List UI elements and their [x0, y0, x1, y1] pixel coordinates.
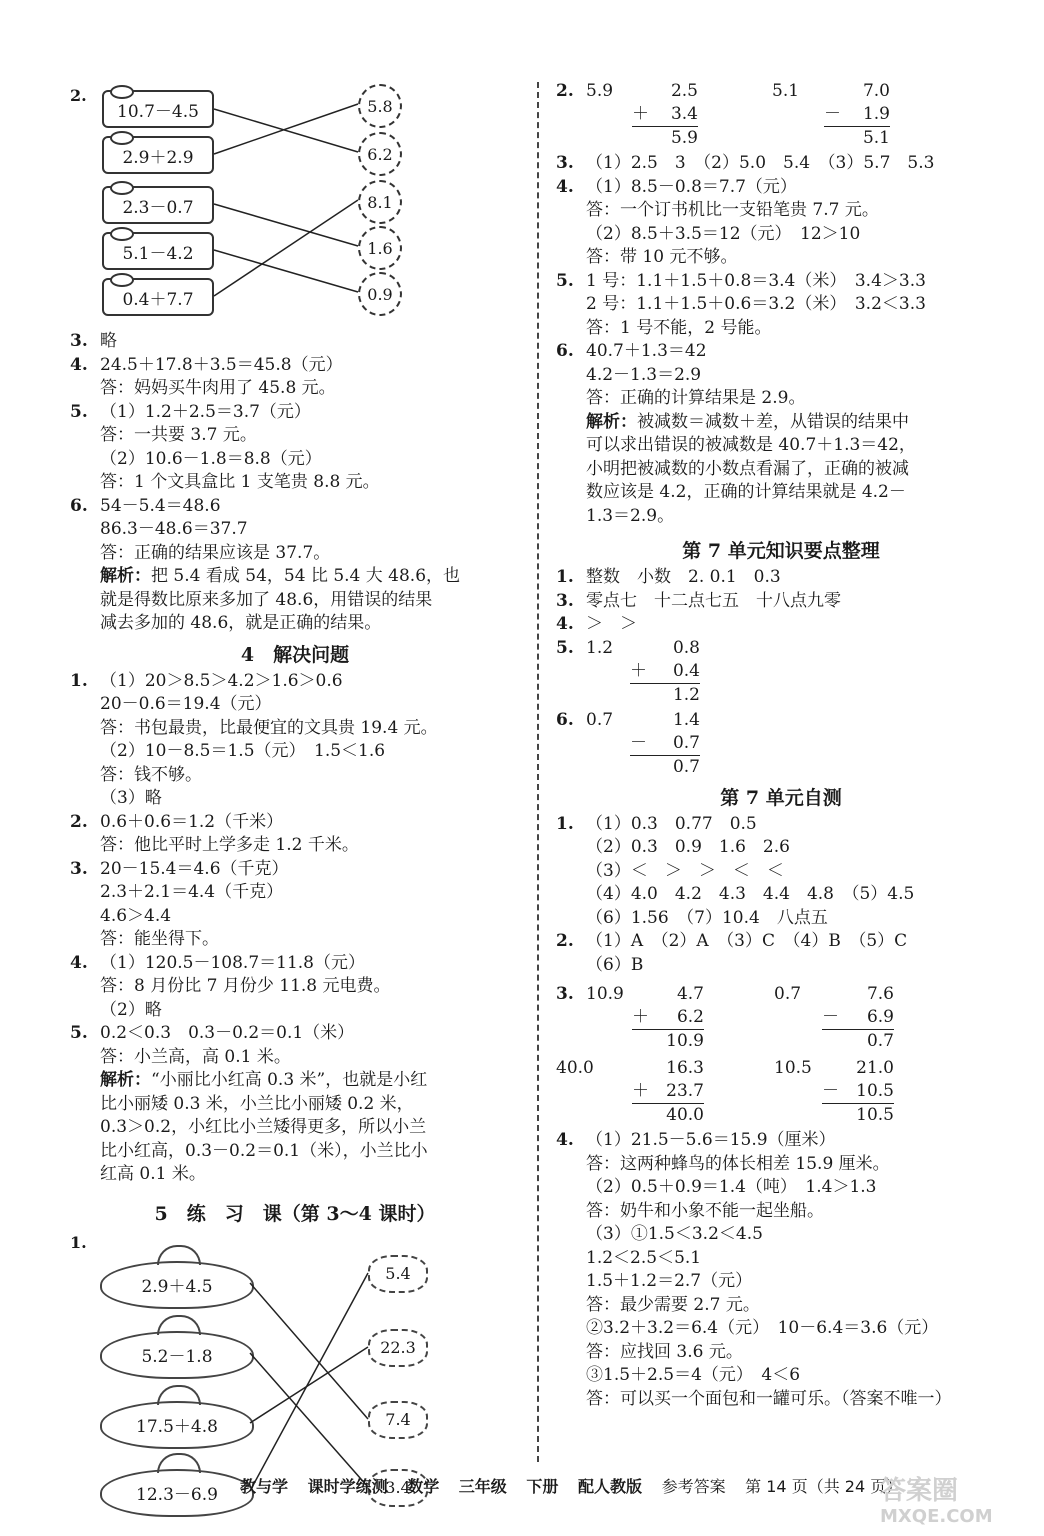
answer-line [70, 1046, 520, 1070]
answer-circle: 5.8 [358, 84, 402, 128]
answer-line [70, 448, 520, 472]
right-answers-d [556, 1129, 1006, 1411]
answer-value: 0.7 [774, 984, 802, 1004]
answer-text: （1）1.2＋2.5＝3.7（元） [100, 401, 311, 422]
question-number: 1. [70, 1232, 87, 1252]
answer-line [556, 364, 1006, 388]
answer-text: （6）1.56 （7）10.4 八点五 [586, 907, 828, 928]
calc-result: 5.1 [824, 126, 890, 150]
answer-line [556, 458, 1006, 482]
answer-line [556, 411, 1006, 435]
cloud-answer: 5.4 [368, 1255, 428, 1293]
cloud-answer: 22.3 [368, 1329, 428, 1367]
answer-line [70, 565, 520, 589]
answer-text: （2）8.5＋3.5＝12（元） 12＞10 [586, 223, 861, 244]
answer-line [70, 1140, 520, 1164]
question-number: 1. [70, 670, 88, 691]
answer-text: （1）0.3 0.77 0.5 [586, 813, 757, 834]
answer-line [556, 434, 1006, 458]
answer-text: 4.2－1.3＝2.9 [586, 364, 702, 385]
section-title: 第 7 单元自测 [720, 786, 842, 809]
question-number: 4. [556, 614, 574, 634]
vertical-calc [630, 709, 700, 779]
answer-line [556, 613, 1006, 637]
butterfly-expression: 2.9＋4.5 [100, 1261, 254, 1309]
answer-line [556, 152, 1006, 176]
r-q6 [556, 709, 1006, 783]
answer-text: 减去多加的 48.6，就是正确的结果。 [100, 613, 382, 633]
right-column [556, 80, 1006, 1411]
answer-text: 答：1 号不能，2 号能。 [586, 317, 772, 338]
answer-line [70, 999, 520, 1023]
question-number: 3. [70, 331, 88, 351]
answer-text: 答：钱不够。 [100, 764, 202, 785]
answer-line [556, 813, 1006, 837]
answer-text: 整数 小数 2. 0.1 0.3 [586, 567, 781, 587]
answer-text: 2.3＋2.1＝4.4（千克） [100, 882, 284, 902]
answer-line [556, 340, 1006, 364]
answer-line [556, 1341, 1006, 1365]
calc-result: 1.2 [630, 683, 700, 707]
answer-line [556, 590, 1006, 614]
butterfly-expression: 12.3－6.9 [100, 1469, 254, 1517]
question-number: 5. [556, 270, 574, 291]
answer-line [556, 1153, 1006, 1177]
vertical-calc [632, 80, 698, 150]
answer-line [556, 566, 1006, 590]
answer-text: 答：一个订书机比一支铅笔贵 7.7 元。 [586, 200, 879, 220]
answer-text: 解析：“小丽比小红高 0.3 米”，也就是小红 [100, 1070, 428, 1090]
question-number: 1. [556, 813, 574, 834]
calc-top: 0.8 [672, 637, 700, 658]
footer-volume: 下册 [526, 1477, 559, 1496]
calc-top: 7.6 [866, 984, 894, 1004]
answer-text: 答：能坐得下。 [100, 929, 219, 949]
column-divider [537, 82, 539, 1462]
question-number: 4. [556, 176, 574, 197]
vertical-calc [632, 983, 704, 1053]
answer-value: 0.7 [586, 709, 614, 730]
answer-text: （1）A （2）A （3）C （4）B （5）C [586, 931, 908, 951]
answer-text: （4）4.0 4.2 4.3 4.4 4.8 （5）4.5 [586, 884, 915, 904]
answer-line [70, 952, 520, 976]
answer-line [70, 1093, 520, 1117]
answer-text: 比小丽矮 0.3 米，小兰比小丽矮 0.2 米， [100, 1093, 414, 1114]
cloud-answer: 3.4 [368, 1469, 428, 1507]
answer-text: 答：小兰高，高 0.1 米。 [100, 1046, 291, 1067]
answer-line [70, 905, 520, 929]
answer-line [556, 1294, 1006, 1318]
answer-line [70, 495, 520, 519]
cloud-answer: 7.4 [368, 1401, 428, 1439]
answer-line [70, 471, 520, 495]
answer-line [70, 834, 520, 858]
calc-op: － [630, 732, 647, 753]
answer-line [70, 764, 520, 788]
question-number: 4. [70, 952, 88, 973]
answer-text: 答：应找回 3.6 元。 [586, 1341, 743, 1362]
answer-text: 1 号：1.1＋1.5＋0.8＝3.4（米） 3.4＞3.3 [586, 270, 926, 291]
calc-top: 16.3 [666, 1058, 704, 1078]
left-column [70, 80, 520, 1523]
calc-op: ＋ [632, 104, 649, 124]
answer-line [70, 377, 520, 401]
calc-mid-row [824, 103, 890, 126]
answer-line [70, 1022, 520, 1046]
calc-op: ＋ [632, 1081, 649, 1101]
expression-box: 10.7－4.5 [102, 90, 214, 128]
answer-line [70, 717, 520, 741]
calc-result: 5.9 [632, 126, 698, 150]
answer-text: 86.3－48.6＝37.7 [100, 519, 248, 539]
r-q2 [556, 80, 1006, 152]
question-number: 2. [556, 81, 574, 101]
answer-line [70, 1163, 520, 1187]
answer-line [70, 1069, 520, 1093]
answer-text: 40.7＋1.3＝42 [586, 341, 707, 361]
answer-text: 可以求出错误的被减数是 40.7＋1.3＝42， [586, 435, 916, 455]
answer-text: （1）20＞8.5＞4.2＞1.6＞0.6 [100, 670, 343, 691]
calc-result: 10.5 [822, 1103, 894, 1127]
question-number: 2. [70, 86, 87, 105]
question-number: 6. [556, 341, 574, 361]
r-q5 [556, 637, 1006, 709]
page-footer [240, 1474, 916, 1497]
answer-value: 5.9 [586, 81, 614, 101]
answer-line [556, 481, 1006, 505]
question-number: 2. [70, 811, 88, 832]
answer-line [556, 883, 1006, 907]
answer-line [556, 505, 1006, 529]
answer-text: 红高 0.1 米。 [100, 1164, 206, 1184]
answer-line [70, 811, 520, 835]
answer-circle: 6.2 [358, 132, 402, 176]
footer-edition: 配人教版 [577, 1477, 642, 1496]
answer-line [556, 317, 1006, 341]
expression-box: 2.3－0.7 [102, 186, 214, 224]
answer-value: 10.9 [586, 984, 624, 1004]
footer-book: 教与学 [240, 1477, 289, 1496]
question-number: 5. [556, 637, 574, 658]
answer-circle: 0.9 [358, 272, 402, 316]
calc-mid: 0.4 [672, 660, 700, 681]
answer-text: 零点七 十二点七五 十八点九零 [586, 590, 841, 611]
answer-line [556, 223, 1006, 247]
vertical-calc [822, 1057, 894, 1127]
left-answers-a [70, 330, 520, 636]
answer-text: （3）略 [100, 788, 162, 808]
question-number: 3. [556, 984, 574, 1004]
answer-text: （1）8.5－0.8＝7.7（元） [586, 176, 797, 197]
answer-text: 答：8 月份比 7 月份少 11.8 元电费。 [100, 976, 391, 996]
answer-text: 0.3＞0.2，小红比小兰矮得更多，所以小兰 [100, 1117, 427, 1137]
answer-text: （1）2.5 3 （2）5.0 5.4 （3）5.7 5.3 [586, 153, 935, 173]
answer-text: 答：一共要 3.7 元。 [100, 425, 257, 445]
answer-text: 答：正确的结果应该是 37.7。 [100, 542, 331, 563]
answer-line [70, 858, 520, 882]
answer-line [70, 670, 520, 694]
answer-line [556, 293, 1006, 317]
watermark-url: MXQE.COM [880, 1506, 993, 1527]
answer-text: 答：可以买一个面包和一罐可乐。（答案不唯一） [586, 1388, 952, 1409]
calc-mid: 0.7 [672, 732, 700, 753]
calc-top: 1.4 [672, 709, 700, 730]
answer-line [556, 176, 1006, 200]
answer-line [556, 246, 1006, 270]
footer-grade: 三年级 [458, 1477, 507, 1496]
question-number: 3. [556, 153, 574, 173]
answer-text: （2）0.3 0.9 1.6 2.6 [586, 837, 790, 857]
calc-mid-row [630, 660, 700, 683]
calc-mid: 6.2 [676, 1007, 704, 1027]
calc-result: 40.0 [632, 1103, 704, 1127]
answer-line [70, 612, 520, 636]
butterfly-expression: 17.5＋4.8 [100, 1401, 254, 1449]
calc-mid-row [632, 1006, 704, 1029]
question-number: 3. [70, 858, 88, 879]
answer-line [70, 928, 520, 952]
section-title: 第 7 单元知识要点整理 [682, 540, 880, 562]
answer-text: 答：这两种蜂鸟的体长相差 15.9 厘米。 [586, 1153, 890, 1174]
right-answers-b [556, 566, 1006, 637]
matching-lines [70, 80, 520, 330]
answer-text: 略 [100, 331, 117, 351]
answer-text: ③1.5＋2.5＝4（元） 4＜6 [586, 1365, 801, 1385]
answer-text: 答：他比平时上学多走 1.2 千米。 [100, 835, 359, 855]
answer-line [70, 518, 520, 542]
answer-text: 20－15.4＝4.6（千克） [100, 858, 289, 879]
answer-text: 20－0.6＝19.4（元） [100, 694, 272, 714]
answer-text: 1.2＜2.5＜5.1 [586, 1247, 702, 1268]
answer-text: 答：书包最贵，比最便宜的文具贵 19.4 元。 [100, 717, 438, 738]
answer-text: 24.5＋17.8＋3.5＝45.8（元） [100, 354, 343, 375]
answer-text: （1）120.5－108.7＝11.8（元） [100, 952, 366, 973]
right-answers-c [556, 813, 1006, 978]
calc-mid-row [632, 1080, 704, 1103]
answer-value: 40.0 [556, 1058, 594, 1078]
answer-text: 2 号：1.1＋1.5＋0.6＝3.2（米） 3.2＜3.3 [586, 294, 926, 314]
answer-line [556, 1223, 1006, 1247]
question-number: 1. [556, 567, 574, 587]
answer-text: （2）略 [100, 999, 162, 1020]
calc-top: 7.0 [862, 81, 890, 101]
answer-line [556, 836, 1006, 860]
answer-line [556, 954, 1006, 978]
answer-text: ②3.2＋3.2＝6.4（元） 10－6.4＝3.6（元） [586, 1318, 939, 1338]
answer-text: 答：妈妈买牛肉用了 45.8 元。 [100, 378, 336, 398]
section-title: 5 练 习 课（第 3～4 课时） [154, 1202, 436, 1225]
calc-top: 21.0 [856, 1058, 894, 1078]
answer-text: 小明把被减数的小数点看漏了，正确的被减 [586, 458, 909, 479]
answer-text: （3）＜ ＞ ＞ ＜ ＜ [586, 860, 784, 881]
answer-text: （2）10.6－1.8＝8.8（元） [100, 448, 322, 469]
answer-text: 就是得数比原来多加了 48.6，用错误的结果 [100, 589, 433, 610]
answer-circle: 8.1 [358, 180, 402, 224]
calc-mid: 10.5 [856, 1081, 894, 1101]
answer-text: 答：奶牛和小象不能一起坐船。 [586, 1200, 824, 1221]
expression-box: 2.9＋2.9 [102, 136, 214, 174]
answer-text: （2）0.5＋0.9＝1.4（吨） 1.4＞1.3 [586, 1177, 877, 1197]
calc-mid: 6.9 [866, 1007, 894, 1027]
answer-line [556, 1364, 1006, 1388]
question-number: 5. [70, 1023, 88, 1043]
answer-line [556, 199, 1006, 223]
calc-mid-row [630, 732, 700, 755]
calc-op: ＋ [630, 660, 647, 681]
answer-text: 0.2＜0.3 0.3－0.2＝0.1（米） [100, 1023, 355, 1043]
calc-top: 4.7 [676, 984, 704, 1004]
section-title: 4 解决问题 [240, 643, 350, 666]
answer-line [556, 930, 1006, 954]
answer-text: （3）①1.5＜3.2＜4.5 [586, 1224, 763, 1244]
expression-box: 0.4＋7.7 [102, 278, 214, 316]
answer-line [70, 740, 520, 764]
question-number: 4. [556, 1130, 574, 1150]
answer-value: 10.5 [774, 1058, 812, 1078]
answer-text: （1）21.5－5.6＝15.9（厘米） [586, 1130, 836, 1150]
calc-result: 0.7 [630, 755, 700, 779]
question-number: 4. [70, 354, 88, 375]
butterfly-expression: 5.2－1.8 [100, 1331, 254, 1379]
left-answers-b [70, 670, 520, 1187]
answer-text: 解析：把 5.4 看成 54，54 比 5.4 大 48.6，也 [100, 566, 461, 586]
answer-line [70, 542, 520, 566]
answer-line [556, 270, 1006, 294]
answer-text: 0.6＋0.6＝1.2（千米） [100, 811, 284, 832]
answer-line [70, 424, 520, 448]
question-number: 2. [556, 931, 574, 951]
expression-box: 5.1－4.2 [102, 232, 214, 270]
answer-text: 答：1 个文具盒比 1 支笔贵 8.8 元。 [100, 472, 380, 492]
answer-text: ＞ ＞ [586, 614, 637, 634]
calc-mid: 23.7 [666, 1081, 704, 1101]
calc-op: － [822, 1007, 839, 1027]
answer-line [70, 975, 520, 999]
footer-series: 课时学练测 [307, 1477, 388, 1496]
answer-text: 答：正确的计算结果是 2.9。 [586, 388, 806, 408]
vertical-calc [824, 80, 890, 150]
answer-text: （6）B [586, 954, 644, 975]
answer-circle: 1.6 [358, 226, 402, 270]
answer-text: 解析：被减数＝减数＋差，从错误的结果中 [586, 411, 909, 432]
answer-line [70, 881, 520, 905]
calc-op: ＋ [632, 1007, 649, 1027]
answer-text: 比小红高，0.3－0.2＝0.1（米），小兰比小 [100, 1140, 428, 1161]
footer-page-number: 第 14 页（共 24 页） [745, 1477, 903, 1496]
calc-mid-row [822, 1080, 894, 1103]
answer-line [556, 387, 1006, 411]
calc-mid: 1.9 [862, 104, 890, 124]
answer-line [70, 401, 520, 425]
answer-text: 54－5.4＝48.6 [100, 495, 221, 516]
answer-line [556, 1247, 1006, 1271]
answer-line [556, 1270, 1006, 1294]
answer-line [70, 693, 520, 717]
answer-line [556, 1176, 1006, 1200]
answer-text: 答：最少需要 2.7 元。 [586, 1294, 760, 1315]
answer-line [70, 589, 520, 613]
vertical-calc [822, 983, 894, 1053]
answer-line [556, 1129, 1006, 1153]
question-number: 5. [70, 401, 88, 422]
answer-line [556, 1388, 1006, 1412]
answer-line [556, 860, 1006, 884]
answer-value: 5.1 [772, 81, 800, 101]
answer-line [556, 1317, 1006, 1341]
calc-op: － [824, 104, 841, 124]
answer-text: 1.5＋1.2＝2.7（元） [586, 1271, 753, 1291]
footer-section: 参考答案 [661, 1477, 726, 1496]
calc-mid: 3.4 [670, 104, 698, 124]
answer-line [556, 907, 1006, 931]
watermark-logo: 答案圈 [880, 1476, 959, 1506]
answer-line [70, 787, 520, 811]
question-number: 6. [556, 709, 574, 730]
vertical-calc [630, 637, 700, 707]
question-number: 6. [70, 495, 88, 516]
calc-top: 2.5 [670, 81, 698, 101]
answer-value: 1.2 [586, 637, 614, 658]
calc-result: 10.9 [632, 1029, 704, 1053]
answer-text: 4.6＞4.4 [100, 905, 172, 926]
answer-line [556, 1200, 1006, 1224]
calc-mid-row [632, 103, 698, 126]
answer-line [70, 1116, 520, 1140]
vertical-calc [632, 1057, 704, 1127]
answer-text: （2）10－8.5＝1.5（元） 1.5＜1.6 [100, 741, 386, 761]
question-number: 3. [556, 590, 574, 611]
answer-text: 1.3＝2.9。 [586, 505, 675, 526]
calc-result: 0.7 [822, 1029, 894, 1053]
answer-text: 数应该是 4.2，正确的计算结果就是 4.2－ [586, 482, 906, 502]
footer-subject: 数学 [407, 1477, 440, 1496]
calc-mid-row [822, 1006, 894, 1029]
answer-text: 答：带 10 元不够。 [586, 247, 738, 267]
r-q3 [556, 983, 1006, 1129]
answer-line [70, 330, 520, 354]
right-answers-a [556, 152, 1006, 528]
answer-line [70, 354, 520, 378]
calc-op: － [822, 1081, 839, 1101]
q2-matching [70, 80, 520, 330]
